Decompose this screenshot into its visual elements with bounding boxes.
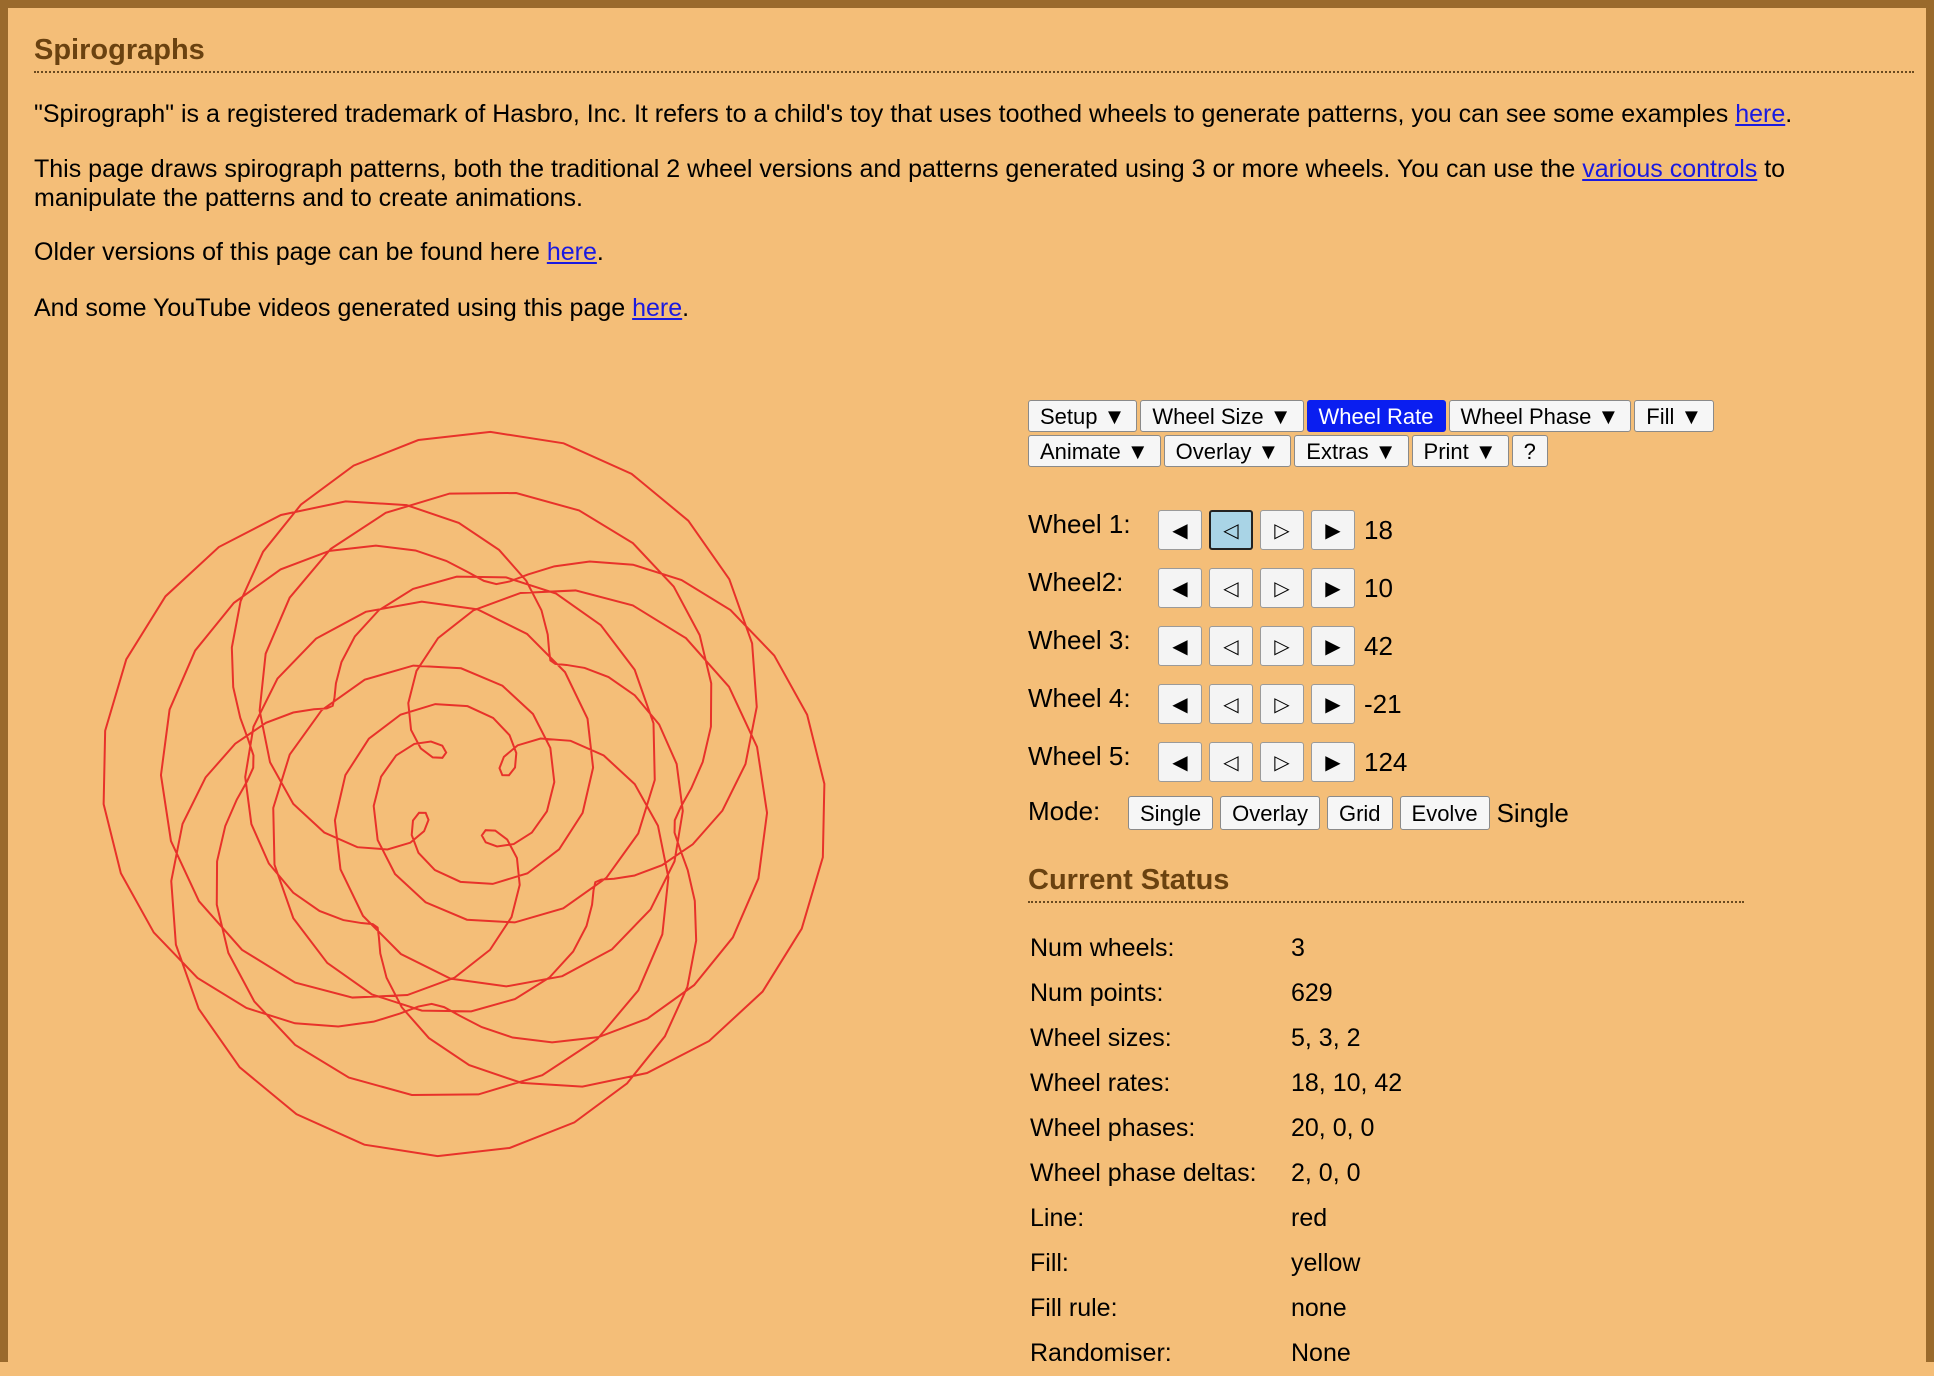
wheel-3-increase-button[interactable]: [1260, 626, 1304, 666]
wheel-row-5: [1028, 733, 1748, 791]
status-row: [1028, 1196, 1402, 1241]
wheel-4-fast-increase-button[interactable]: [1311, 684, 1355, 724]
older-versions-end: .: [596, 238, 604, 266]
wheel-2-increase-button[interactable]: [1260, 568, 1304, 608]
examples-link[interactable]: here: [1735, 100, 1786, 128]
older-versions-link[interactable]: here: [546, 238, 597, 266]
status-key: Num wheels:: [1030, 934, 1175, 962]
mode-single-button[interactable]: Single: [1128, 796, 1213, 830]
wheel-1-fast-increase-button[interactable]: [1311, 510, 1355, 550]
wheel-1-fast-decrease-button[interactable]: [1158, 510, 1202, 550]
spirograph-pattern: [104, 432, 825, 1156]
mode-grid-button[interactable]: Grid: [1327, 796, 1393, 830]
menu-extras-button[interactable]: Extras ▼: [1294, 435, 1408, 467]
back-icon: ◁: [1223, 751, 1239, 774]
status-row: [1028, 1016, 1402, 1061]
fwd-icon: ▷: [1274, 635, 1290, 658]
fwd-icon: ▷: [1274, 577, 1290, 600]
wheel-label: Wheel 5:: [1028, 740, 1131, 771]
mode-current-value: Single: [1496, 797, 1569, 828]
wheel-rate-value: 10: [1364, 572, 1393, 603]
status-value: 629: [1291, 979, 1333, 1007]
wheel-4-fast-decrease-button[interactable]: [1158, 684, 1202, 724]
status-key: Wheel phases:: [1030, 1114, 1196, 1142]
status-row: [1028, 1241, 1402, 1286]
description-text: This page draws spirograph patterns, both the traditional 2 wheel versions and patterns generated using 3 or more wheels. You can use the: [34, 155, 1583, 183]
wheel-5-fast-increase-button[interactable]: [1311, 742, 1355, 782]
youtube-end: .: [682, 294, 690, 322]
back-icon: ◁: [1223, 635, 1239, 658]
wheel-rate-value: 124: [1364, 746, 1408, 777]
menu-wheel-size-button[interactable]: Wheel Size ▼: [1140, 400, 1303, 432]
fast-fwd-icon: ▶: [1325, 693, 1341, 716]
status-row: [1028, 971, 1402, 1016]
status-value: 3: [1291, 934, 1305, 962]
status-key: Fill:: [1030, 1249, 1069, 1277]
status-value: 2, 0, 0: [1291, 1159, 1361, 1187]
wheel-3-fast-increase-button[interactable]: [1311, 626, 1355, 666]
youtube-link[interactable]: here: [632, 294, 683, 322]
wheel-rate-controls: [1028, 501, 1748, 791]
fwd-icon: ▷: [1274, 519, 1290, 542]
fast-back-icon: ◀: [1172, 519, 1188, 542]
spirograph-canvas: [84, 414, 844, 1174]
wheel-3-fast-decrease-button[interactable]: [1158, 626, 1202, 666]
fast-fwd-icon: ▶: [1325, 577, 1341, 600]
wheel-5-decrease-button[interactable]: [1209, 742, 1253, 782]
wheel-4-decrease-button[interactable]: [1209, 684, 1253, 724]
wheel-rate-value: 18: [1364, 514, 1393, 545]
menu-row-2: [1028, 435, 1748, 467]
wheel-row-1: [1028, 501, 1748, 559]
status-value: None: [1291, 1339, 1351, 1367]
status-row: [1028, 1061, 1402, 1106]
menu-setup-button[interactable]: Setup ▼: [1028, 400, 1137, 432]
status-row: [1028, 1106, 1402, 1151]
wheel-2-fast-decrease-button[interactable]: [1158, 568, 1202, 608]
wheel-1-increase-button[interactable]: [1260, 510, 1304, 550]
fast-back-icon: ◀: [1172, 577, 1188, 600]
wheel-5-increase-button[interactable]: [1260, 742, 1304, 782]
fwd-icon: ▷: [1274, 693, 1290, 716]
page-content: [34, 34, 1914, 1367]
fwd-icon: ▷: [1274, 751, 1290, 774]
youtube-paragraph: [34, 294, 689, 323]
status-row: [1028, 1331, 1402, 1376]
status-row: [1028, 926, 1402, 971]
fast-back-icon: ◀: [1172, 693, 1188, 716]
wheel-2-decrease-button[interactable]: [1209, 568, 1253, 608]
status-table: [1028, 926, 1402, 1376]
intro-paragraph: [34, 100, 1792, 129]
fast-fwd-icon: ▶: [1325, 751, 1341, 774]
intro-end: .: [1785, 100, 1793, 128]
status-key: Wheel sizes:: [1030, 1024, 1172, 1052]
status-value: 5, 3, 2: [1291, 1024, 1361, 1052]
youtube-text: And some YouTube videos generated using this page: [34, 294, 633, 322]
wheel-rate-value: 42: [1364, 630, 1393, 661]
intro-text: "Spirograph" is a registered trademark of Hasbro, Inc. It refers to a child's toy that uses toothed wheels to generate patterns, you can see some examples: [34, 100, 1736, 128]
wheel-row-3: [1028, 617, 1748, 675]
back-icon: ◁: [1223, 693, 1239, 716]
menu-row-1: [1028, 400, 1748, 432]
fast-back-icon: ◀: [1172, 635, 1188, 658]
wheel-3-decrease-button[interactable]: [1209, 626, 1253, 666]
status-title: Current Status: [1028, 864, 1744, 903]
wheel-label: Wheel 4:: [1028, 682, 1131, 713]
mode-evolve-button[interactable]: Evolve: [1400, 796, 1490, 830]
older-versions-paragraph: [34, 238, 604, 267]
page-title: Spirographs: [34, 34, 1914, 73]
wheel-row-4: [1028, 675, 1748, 733]
status-row: [1028, 1286, 1402, 1331]
status-value: yellow: [1291, 1249, 1361, 1277]
back-icon: ◁: [1223, 519, 1239, 542]
various-controls-link[interactable]: various controls: [1582, 155, 1758, 183]
fast-fwd-icon: ▶: [1325, 519, 1341, 542]
status-value: red: [1291, 1204, 1328, 1232]
status-key: Num points:: [1030, 979, 1164, 1007]
mode-label: Mode:: [1028, 795, 1101, 826]
description-paragraph: [34, 155, 1874, 213]
back-icon: ◁: [1223, 577, 1239, 600]
status-row: [1028, 1151, 1402, 1196]
wheel-5-fast-decrease-button[interactable]: [1158, 742, 1202, 782]
mode-overlay-button[interactable]: Overlay: [1220, 796, 1320, 830]
mode-row: [1028, 793, 1748, 833]
wheel-rate-value: -21: [1364, 688, 1402, 719]
status-key: Wheel rates:: [1030, 1069, 1171, 1097]
older-versions-text: Older versions of this page can be found here: [34, 238, 547, 266]
menu-wheel-phase-button[interactable]: Wheel Phase ▼: [1449, 400, 1632, 432]
status-value: 18, 10, 42: [1291, 1069, 1403, 1097]
menu-overlay-button[interactable]: Overlay ▼: [1164, 435, 1292, 467]
menu-animate-button[interactable]: Animate ▼: [1028, 435, 1161, 467]
status-value: 20, 0, 0: [1291, 1114, 1375, 1142]
status-key: Wheel phase deltas:: [1030, 1159, 1257, 1187]
fast-fwd-icon: ▶: [1325, 635, 1341, 658]
status-value: none: [1291, 1294, 1347, 1322]
fast-back-icon: ◀: [1172, 751, 1188, 774]
status-key: Fill rule:: [1030, 1294, 1118, 1322]
wheel-label: Wheel 1:: [1028, 508, 1131, 539]
status-key: Randomiser:: [1030, 1339, 1172, 1367]
control-panel: [1028, 400, 1748, 1367]
wheel-2-fast-increase-button[interactable]: [1311, 568, 1355, 608]
status-key: Line:: [1030, 1204, 1085, 1232]
menu-wheel-rate-button[interactable]: Wheel Rate: [1307, 400, 1446, 432]
wheel-row-2: [1028, 559, 1748, 617]
description-end: to manipulate the patterns and to create animations.: [34, 155, 1786, 212]
wheel-1-decrease-button[interactable]: [1209, 510, 1253, 550]
wheel-label: Wheel2:: [1028, 566, 1124, 597]
menu-help-button[interactable]: ?: [1512, 435, 1548, 467]
wheel-4-increase-button[interactable]: [1260, 684, 1304, 724]
menu-fill-button[interactable]: Fill ▼: [1634, 400, 1714, 432]
mode-buttons: [1128, 796, 1497, 830]
wheel-label: Wheel 3:: [1028, 624, 1131, 655]
menu-print-button[interactable]: Print ▼: [1412, 435, 1509, 467]
